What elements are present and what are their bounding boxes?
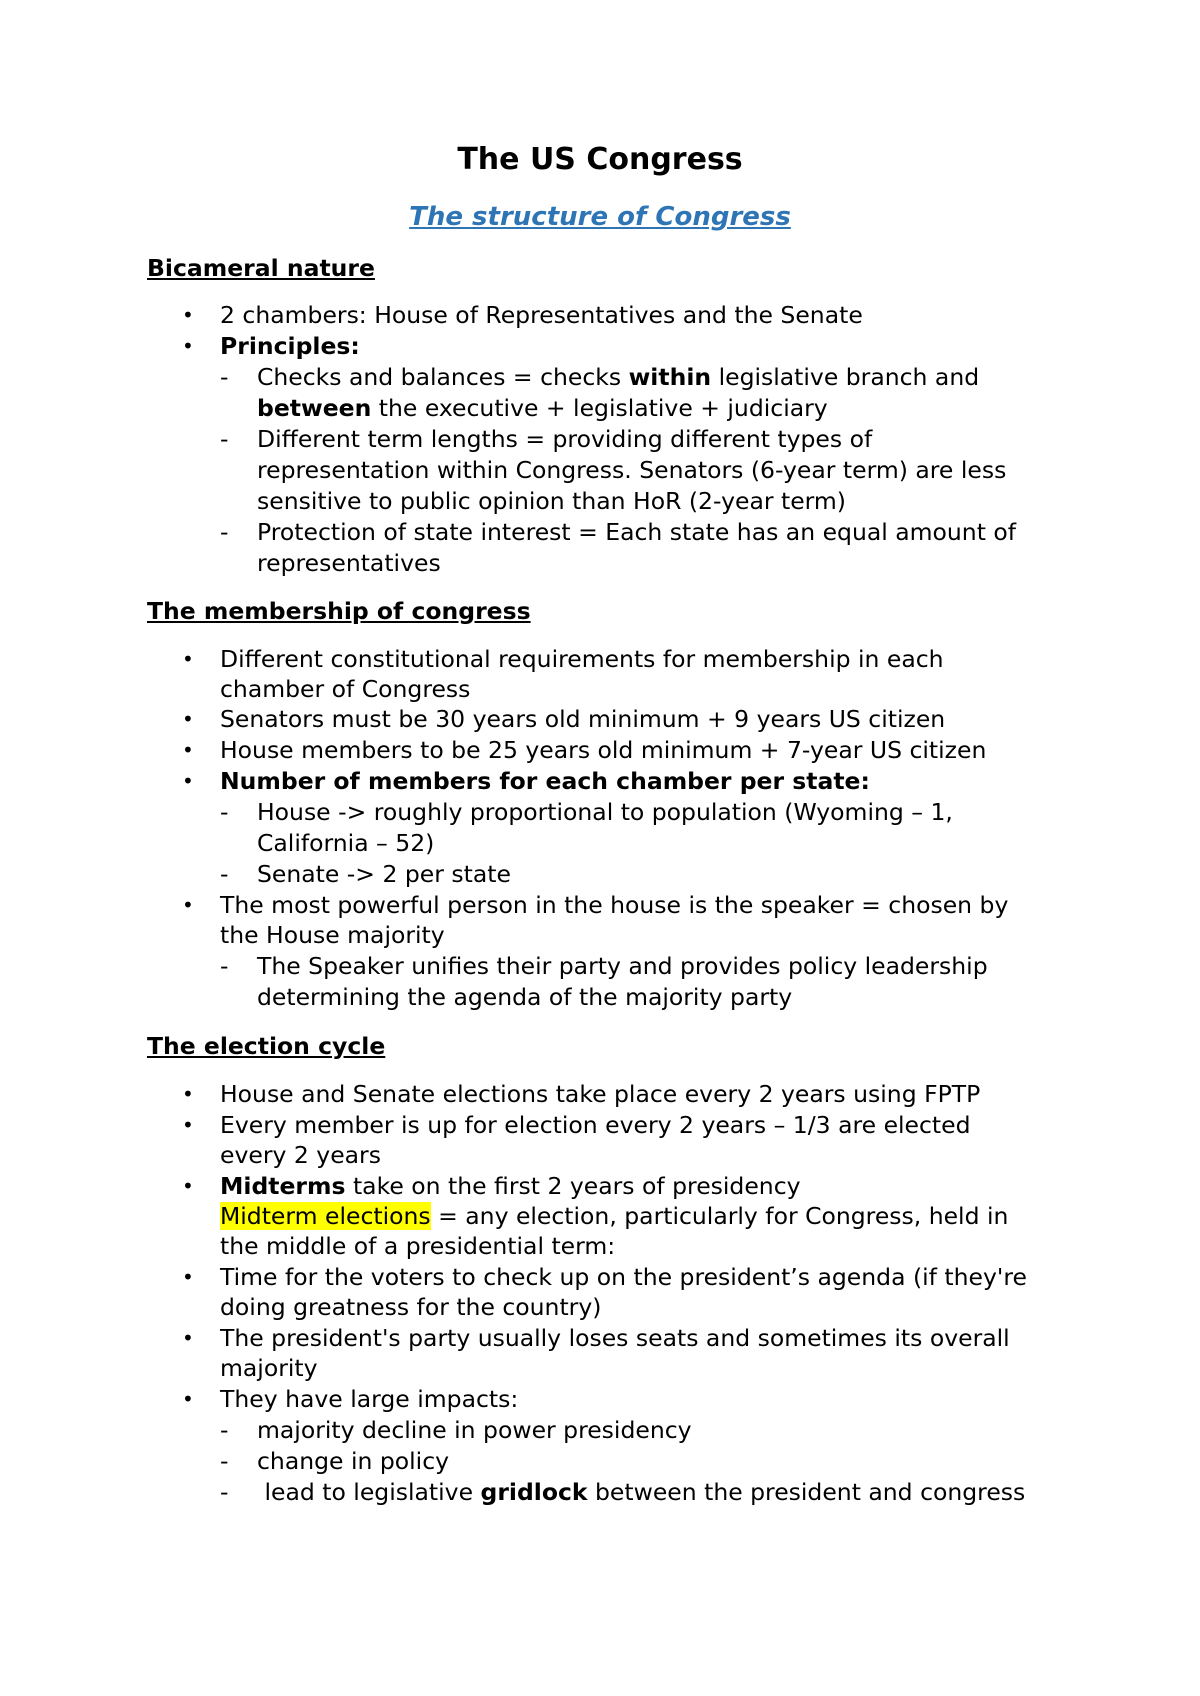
list-item: Different constitutional requirements for membership in each bbox=[220, 645, 944, 673]
text-run: = any election, particularly for Congress, held in bbox=[430, 1202, 1009, 1230]
text-run-bold: Midterms bbox=[220, 1172, 346, 1200]
bullet-icon: • bbox=[182, 893, 194, 917]
dash-icon: - bbox=[220, 363, 229, 391]
dash-icon: - bbox=[220, 798, 229, 826]
bullet-icon: • bbox=[182, 1326, 194, 1350]
bullet-icon: • bbox=[182, 1265, 194, 1289]
sub-list-item: House -> roughly proportional to population (Wyoming – 1, bbox=[257, 798, 953, 826]
highlighted-term: Midterm elections bbox=[220, 1202, 431, 1230]
page-title: The US Congress bbox=[457, 142, 743, 177]
dash-icon: - bbox=[220, 518, 229, 546]
list-item: Senators must be 30 years old minimum + 9 years US citizen bbox=[220, 705, 946, 733]
text-run: the executive + legislative + judiciary bbox=[371, 394, 828, 422]
text-run: lead to legislative bbox=[257, 1478, 481, 1506]
list-item: Principles: bbox=[220, 332, 360, 360]
bullet-icon: • bbox=[182, 303, 194, 327]
dash-icon: - bbox=[220, 1447, 229, 1475]
dash-icon: - bbox=[220, 860, 229, 888]
text-run: legislative branch and bbox=[711, 363, 980, 391]
list-item: House and Senate elections take place every 2 years using FPTP bbox=[220, 1080, 981, 1108]
list-item: Every member is up for election every 2 years – 1/3 are elected bbox=[220, 1111, 971, 1139]
list-item-cont: majority bbox=[220, 1354, 318, 1382]
list-item-cont: every 2 years bbox=[220, 1141, 381, 1169]
sub-list-item: Different term lengths = providing different types of bbox=[257, 425, 873, 453]
text-run: take on the first 2 years of presidency bbox=[345, 1172, 801, 1200]
sub-list-item-cont: representatives bbox=[257, 549, 441, 577]
sub-list-item: The Speaker unifies their party and provides policy leadership bbox=[257, 952, 988, 980]
sub-list-item-cont: California – 52) bbox=[257, 829, 435, 857]
section-heading-membership: The membership of congress bbox=[147, 597, 531, 625]
list-item: Number of members for each chamber per state: bbox=[220, 767, 870, 795]
list-item-cont: the middle of a presidential term: bbox=[220, 1232, 616, 1260]
bullet-icon: • bbox=[182, 1113, 194, 1137]
page-subtitle: The structure of Congress bbox=[409, 202, 791, 232]
text-run-bold: between bbox=[257, 394, 372, 422]
list-item: House members to be 25 years old minimum + 7-year US citizen bbox=[220, 736, 987, 764]
bullet-icon: • bbox=[182, 707, 194, 731]
sub-list-item: majority decline in power presidency bbox=[257, 1416, 692, 1444]
bullet-icon: • bbox=[182, 769, 194, 793]
list-item: 2 chambers: House of Representatives and the Senate bbox=[220, 301, 863, 329]
sub-list-item-cont bbox=[257, 393, 828, 423]
bullet-icon: • bbox=[182, 334, 194, 358]
list-item: They have large impacts: bbox=[220, 1385, 519, 1413]
text-run: between the president and congress bbox=[587, 1478, 1026, 1506]
list-item bbox=[220, 1171, 801, 1201]
dash-icon: - bbox=[220, 1416, 229, 1444]
bullet-icon: • bbox=[182, 738, 194, 762]
dash-icon: - bbox=[220, 425, 229, 453]
sub-list-item-cont: determining the agenda of the majority party bbox=[257, 983, 793, 1011]
sub-list-item: change in policy bbox=[257, 1447, 450, 1475]
bullet-icon: • bbox=[182, 1387, 194, 1411]
list-item: The most powerful person in the house is the speaker = chosen by bbox=[220, 891, 1009, 919]
sub-list-item-cont: sensitive to public opinion than HoR (2-year term) bbox=[257, 487, 846, 515]
section-heading-bicameral: Bicameral nature bbox=[147, 254, 375, 282]
dash-icon: - bbox=[220, 1478, 229, 1506]
bullet-icon: • bbox=[182, 1082, 194, 1106]
bullet-icon: • bbox=[182, 647, 194, 671]
bullet-icon: • bbox=[182, 1174, 194, 1198]
text-run-bold: gridlock bbox=[480, 1478, 588, 1506]
list-item-cont: the House majority bbox=[220, 921, 445, 949]
sub-list-item: Senate -> 2 per state bbox=[257, 860, 511, 888]
dash-icon: - bbox=[220, 952, 229, 980]
sub-list-item bbox=[257, 1477, 1025, 1507]
section-heading-election-cycle: The election cycle bbox=[147, 1032, 386, 1060]
sub-list-item bbox=[257, 362, 979, 392]
list-item-cont bbox=[220, 1201, 1008, 1231]
list-item-cont: chamber of Congress bbox=[220, 675, 471, 703]
list-item: The president's party usually loses seats and sometimes its overall bbox=[220, 1324, 1010, 1352]
sub-list-item: Protection of state interest = Each state has an equal amount of bbox=[257, 518, 1017, 546]
list-item-cont: doing greatness for the country) bbox=[220, 1293, 602, 1321]
text-run: Checks and balances = checks bbox=[257, 363, 629, 391]
list-item: Time for the voters to check up on the president’s agenda (if they're bbox=[220, 1263, 1027, 1291]
sub-list-item-cont: representation within Congress. Senators (6-year term) are less bbox=[257, 456, 1007, 484]
text-run-bold: within bbox=[628, 363, 712, 391]
